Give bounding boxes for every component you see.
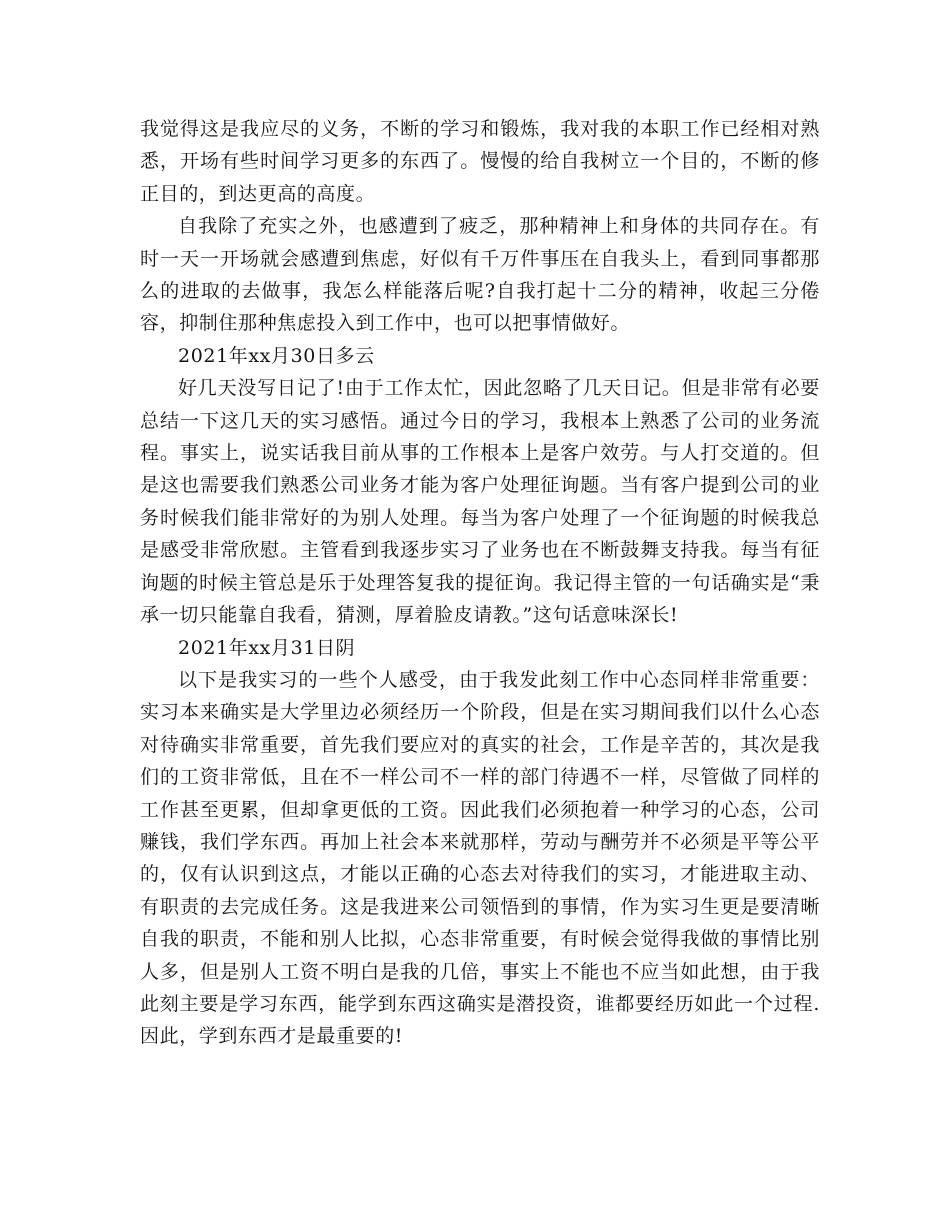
diary-date-30: 2021年xx月30日多云 bbox=[178, 344, 375, 367]
paragraph-duty: 我觉得这是我应尽的义务，不断的学习和锻炼，我对我的本职工作已经相对熟悉，开场有些时间学习更多的东西了。慢慢的给自我树立一个目的，不断的修正目的，到达更高的高度。 bbox=[140, 118, 820, 205]
diary-date-31: 2021年xx月31日阴 bbox=[178, 636, 356, 659]
paragraph-fatigue: 自我除了充实之外，也感遭到了疲乏，那种精神上和身体的共同存在。有时一天一开场就会感遭到焦虑，好似有千万件事压在自我头上，看到同事都那么的进取的去做事，我怎么样能落后呢?自我打起十二分的精神，收起三分倦容，抑制住那种焦虑投入到工作中，也可以把事情做好。 bbox=[140, 215, 820, 335]
paragraph-personal-feelings: 以下是我实习的一些个人感受，由于我发此刻工作中心态同样非常重要：实习本来确实是大学里边必须经历一个阶段，但是在实习期间我们以什么心态对待确实非常重要，首先我们要应对的真实的社会，工作是辛苦的，其次是我们的工资非常低，且在不一样公司不一样的部门待遇不一样，尽管做了同样的工作甚至更累，但却拿更低的工资。因此我们必须抱着一种学习的心态，公司赚钱，我们学东西。再加上社会本来就那样，劳动与酬劳并不必须是平等公平的，仅有认识到这点，才能以正确的心态去对待我们的实习，才能进取主动、有职责的去完成任务。这是我进来公司领悟到的事情，作为实习生更是要清晰自我的职责，不能和别人比拟，心态非常重要，有时候会觉得我做的事情比别人多，但是别人工资不明白是我的几倍，事实上不能也不应当如此想，由于我此刻主要是学习东西，能学到东西这确实是潜投资，谁都要经历如此一个过程.因此，学到东西才是最重要的! bbox=[140, 668, 820, 1048]
document-page bbox=[140, 113, 820, 1053]
paragraph-internship-reflection: 好几天没写日记了!由于工作太忙，因此忽略了几天日记。但是非常有必要总结一下这几天的实习感悟。通过今日的学习，我根本上熟悉了公司的业务流程。事实上，说实话我目前从事的工作根本上是客户效劳。与人打交道的。但是这也需要我们熟悉公司业务才能为客户处理征询题。当有客户提到公司的业务时候我们能非常好的为别人处理。每当为客户处理了一个征询题的时候我总是感受非常欣慰。主管看到我逐步实习了业务也在不断鼓舞支持我。每当有征询题的时候主管总是乐于处理答复我的提征询。我记得主管的一句话确实是“秉承一切只能靠自我看，猜测，厚着脸皮请教。”这句话意味深长! bbox=[140, 377, 820, 627]
